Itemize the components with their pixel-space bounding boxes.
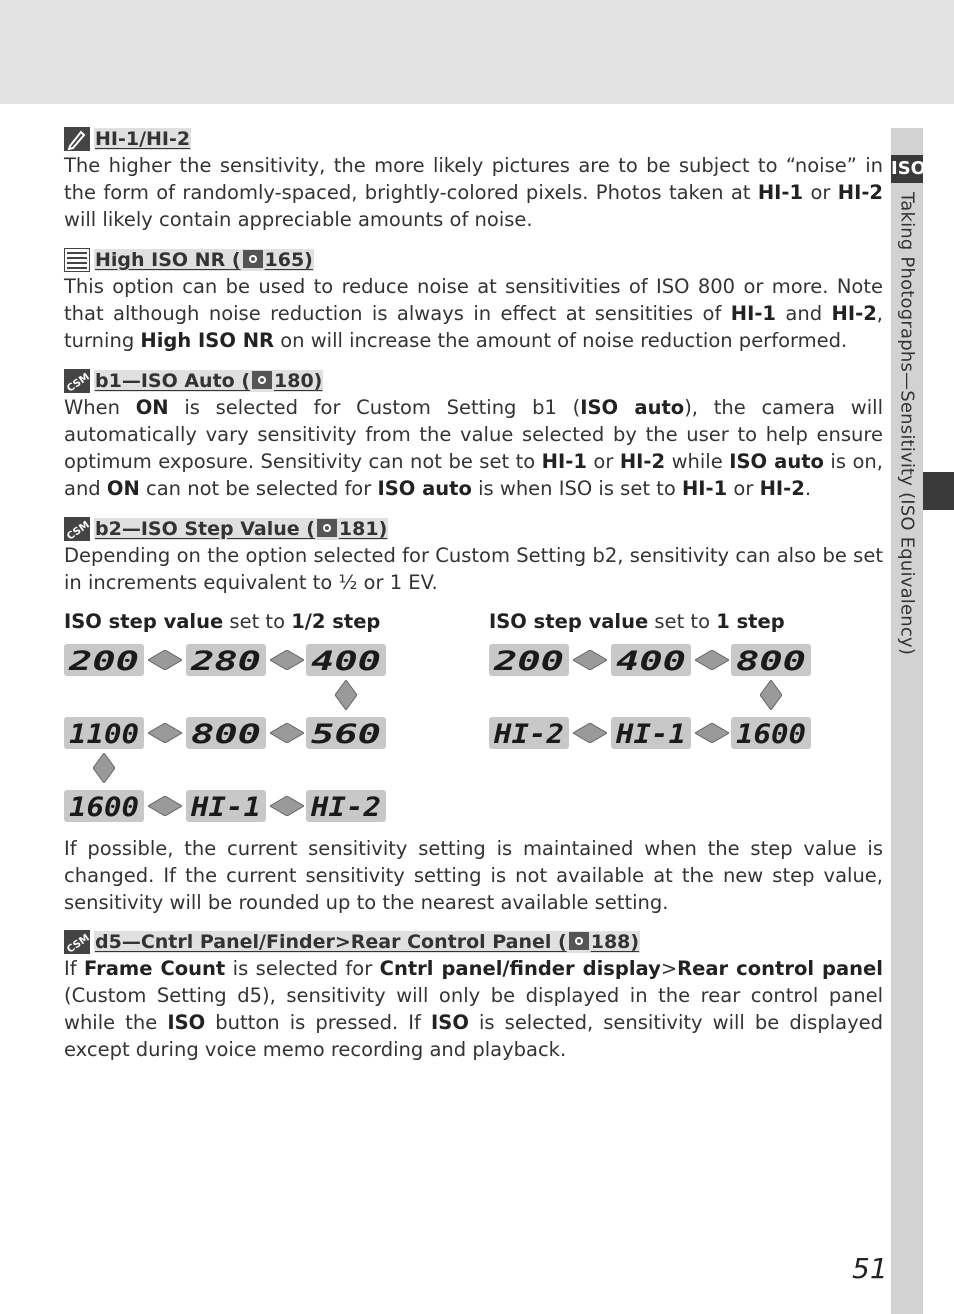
section-marker (923, 472, 954, 510)
section-b1-iso-auto (64, 368, 883, 502)
section-high-iso-nr (64, 247, 883, 354)
right-diagram-caption: ISO step value set to 1 step (489, 610, 785, 633)
csm-icon (64, 517, 90, 541)
reference-icon (569, 932, 589, 950)
svg-text:HI-2: HI-2 (309, 792, 381, 822)
lcd-value (611, 717, 691, 749)
chapter-title: Taking Photographs—Sensitivity (ISO Equivalency) (896, 192, 918, 656)
section-hi (64, 126, 883, 233)
section-heading (64, 516, 883, 542)
svg-text:HI-2: HI-2 (492, 719, 564, 749)
lcd-value (186, 717, 266, 749)
svg-text:560: 560 (311, 719, 381, 749)
csm-icon (64, 930, 90, 954)
svg-text:200: 200 (67, 646, 139, 676)
section-heading (64, 126, 883, 152)
svg-text:1600: 1600 (69, 792, 139, 822)
left-diagram-caption: ISO step value set to 1/2 step (64, 610, 381, 633)
section-after-diagram (64, 835, 883, 916)
svg-text:200: 200 (492, 646, 564, 676)
top-band (0, 0, 954, 104)
section-heading (64, 247, 883, 273)
section-b2-iso-step (64, 516, 883, 596)
horizontal-arrow-icon (270, 796, 304, 816)
svg-text:CSM: CSM (65, 519, 90, 541)
horizontal-arrow-icon (695, 650, 729, 670)
reference-icon (317, 519, 337, 537)
iso-chapter-tab: ISO (891, 155, 923, 183)
svg-text:1100: 1100 (69, 719, 139, 749)
horizontal-arrow-icon (148, 723, 182, 743)
horizontal-arrow-icon (270, 650, 304, 670)
vertical-arrow-icon (335, 680, 357, 710)
page-number: 51 (852, 1252, 888, 1285)
section-title: High ISO NR ( 165) (95, 249, 313, 271)
svg-text:400: 400 (311, 646, 381, 676)
svg-text:HI-1: HI-1 (189, 792, 261, 822)
lcd-value (731, 717, 811, 749)
horizontal-arrow-icon (573, 723, 607, 743)
section-text: If possible, the current sensitivity setting is maintained when the step value is changed. If the current sensitivity setting is not available at the new step value, sensitivity will be rounded up to the nearest available setting. (64, 837, 883, 914)
lcd-value (489, 717, 569, 749)
horizontal-arrow-icon (573, 650, 607, 670)
lcd-value (611, 644, 691, 676)
horizontal-arrow-icon (270, 723, 304, 743)
pencil-note-icon (64, 127, 90, 151)
svg-text:800: 800 (736, 646, 806, 676)
section-title: b1—ISO Auto ( 180) (95, 370, 323, 392)
lcd-value (64, 790, 144, 822)
svg-text:400: 400 (616, 646, 686, 676)
section-text: Depending on the option selected for Custom Setting b2, sensitivity can also be set in increments equivalent to ½ or 1 EV. (64, 544, 883, 594)
section-text: When ON is selected for Custom Setting b1 (ISO auto), the camera will automatically vary sensitivity from the value selected by the user to help ensure optimum exposure. Sensitivity can not be set to HI-1 or HI-2 while ISO auto is on, and ON can not be selected for ISO auto is when ISO is set to HI-1 or HI-2. (64, 396, 883, 500)
reference-icon (243, 250, 263, 268)
lcd-value (186, 644, 266, 676)
section-title: d5—Cntrl Panel/Finder>Rear Control Panel ( 188) (95, 931, 640, 953)
svg-text:CSM: CSM (65, 371, 90, 393)
lcd-value (731, 644, 811, 676)
section-text: This option can be used to reduce noise at sensitivities of ISO 800 or more. Note that although noise reduction is always in effect at sensitities of HI-1 and HI-2, turning High ISO NR on will increase the amount of noise reduction performed. (64, 275, 883, 352)
horizontal-arrow-icon (148, 650, 182, 670)
lcd-value (64, 717, 144, 749)
section-d5 (64, 929, 883, 1063)
section-title: HI-1/HI-2 (95, 128, 191, 150)
lcd-value (306, 644, 386, 676)
csm-icon (64, 369, 90, 393)
svg-text:280: 280 (189, 646, 261, 676)
svg-text:CSM: CSM (65, 932, 90, 954)
section-heading (64, 929, 883, 955)
lcd-value (306, 717, 386, 749)
lcd-value (306, 790, 386, 822)
menu-icon (64, 248, 90, 272)
svg-text:800: 800 (191, 719, 261, 749)
vertical-arrow-icon (93, 753, 115, 783)
svg-text:1600: 1600 (736, 719, 806, 749)
vertical-arrow-icon (760, 680, 782, 710)
section-text: The higher the sensitivity, the more likely pictures are to be subject to “noise” in the form of randomly-spaced, brightly-colored pixels. Photos taken at HI-1 or HI-2 will likely contain appreciable amounts of noise. (64, 154, 883, 231)
svg-text:HI-1: HI-1 (614, 719, 686, 749)
lcd-value (186, 790, 266, 822)
section-title: b2—ISO Step Value ( 181) (95, 518, 388, 540)
horizontal-arrow-icon (695, 723, 729, 743)
section-heading (64, 368, 883, 394)
horizontal-arrow-icon (148, 796, 182, 816)
lcd-value (489, 644, 569, 676)
reference-icon (252, 371, 272, 389)
lcd-value (64, 644, 144, 676)
section-text: If Frame Count is selected for Cntrl panel/finder display>Rear control panel (Custom Setting d5), sensitivity will only be displayed in the rear control panel while the ISO button is pressed. If ISO is selected, sensitivity will be displayed except during voice memo recording and playback. (64, 957, 883, 1061)
